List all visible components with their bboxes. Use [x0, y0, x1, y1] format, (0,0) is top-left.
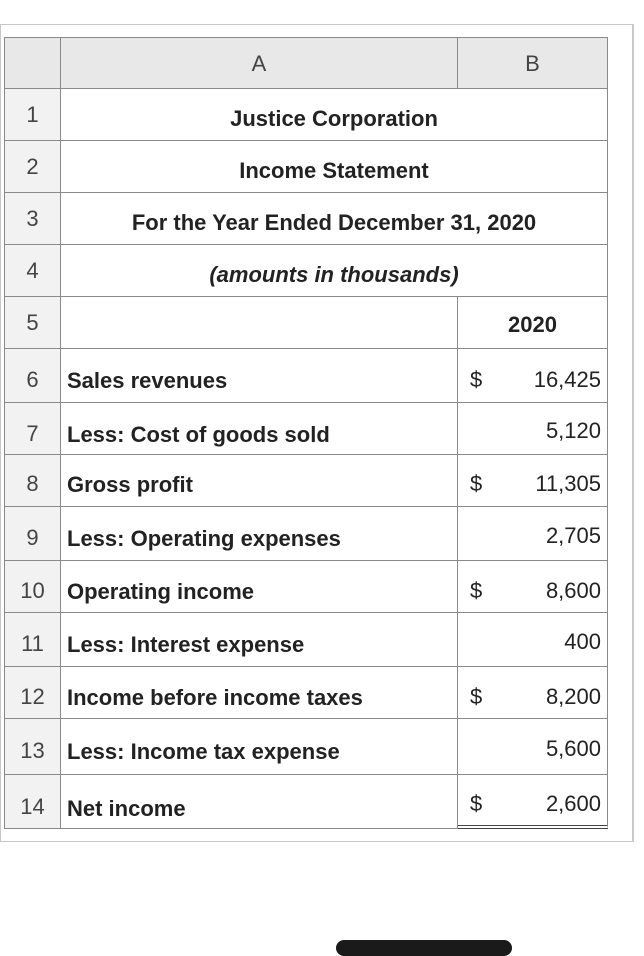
- amount-value: 8,600: [545, 578, 601, 603]
- amount-cell[interactable]: [458, 403, 608, 455]
- amount-value: 2,600: [545, 791, 601, 816]
- empty-cell[interactable]: [61, 297, 458, 349]
- units-note[interactable]: (amounts in thousands): [61, 245, 608, 297]
- amount-value: 11,305: [535, 471, 601, 496]
- line-item-label[interactable]: Operating income: [61, 561, 458, 613]
- amount-value: 2,705: [545, 523, 601, 548]
- dollar-sign: $: [470, 791, 483, 816]
- row-number[interactable]: 8: [4, 455, 61, 507]
- dollar-sign: $: [470, 578, 483, 603]
- line-item-label[interactable]: Less: Cost of goods sold: [61, 403, 458, 455]
- dollar-sign: $: [470, 471, 483, 496]
- column-header-a[interactable]: A: [61, 37, 458, 89]
- line-item-label[interactable]: Less: Operating expenses: [61, 507, 458, 561]
- line-item-label[interactable]: Sales revenues: [61, 349, 458, 403]
- row-number[interactable]: 2: [4, 141, 61, 193]
- row-number[interactable]: 10: [4, 561, 61, 613]
- row-number[interactable]: 11: [4, 613, 61, 667]
- dollar-sign: $: [470, 684, 483, 709]
- amount-value: 8,200: [545, 684, 601, 709]
- corner-cell[interactable]: [4, 37, 61, 89]
- amount-value: 5,600: [545, 736, 601, 761]
- amount-cell[interactable]: [458, 667, 608, 719]
- dollar-sign: $: [470, 367, 483, 392]
- line-item-label[interactable]: Gross profit: [61, 455, 458, 507]
- income-statement-sheet: [4, 37, 608, 831]
- row-number[interactable]: 14: [4, 775, 61, 829]
- column-header-b[interactable]: B: [458, 37, 608, 89]
- company-name-title[interactable]: Justice Corporation: [61, 89, 608, 141]
- amount-cell[interactable]: [458, 719, 608, 775]
- statement-title[interactable]: Income Statement: [61, 141, 608, 193]
- line-item-label[interactable]: Less: Interest expense: [61, 613, 458, 667]
- home-indicator-bar: [336, 940, 512, 956]
- amount-cell[interactable]: [458, 455, 608, 507]
- amount-cell[interactable]: [458, 349, 608, 403]
- amount-value: 400: [564, 629, 601, 654]
- row-number[interactable]: 3: [4, 193, 61, 245]
- row-number[interactable]: 7: [4, 403, 61, 455]
- row-number[interactable]: 6: [4, 349, 61, 403]
- amount-value: 5,120: [545, 418, 601, 443]
- line-item-label[interactable]: Income before income taxes: [61, 667, 458, 719]
- year-column-header[interactable]: 2020: [458, 297, 608, 349]
- amount-value: 16,425: [533, 367, 601, 392]
- amount-cell[interactable]: [458, 775, 608, 829]
- row-number[interactable]: 1: [4, 89, 61, 141]
- line-item-label[interactable]: Net income: [61, 775, 458, 829]
- row-number[interactable]: 9: [4, 507, 61, 561]
- amount-cell[interactable]: [458, 561, 608, 613]
- row-number[interactable]: 4: [4, 245, 61, 297]
- period-title[interactable]: For the Year Ended December 31, 2020: [61, 193, 608, 245]
- row-number[interactable]: 13: [4, 719, 61, 775]
- amount-cell[interactable]: [458, 613, 608, 667]
- line-item-label[interactable]: Less: Income tax expense: [61, 719, 458, 775]
- row-number[interactable]: 12: [4, 667, 61, 719]
- amount-cell[interactable]: [458, 507, 608, 561]
- row-number[interactable]: 5: [4, 297, 61, 349]
